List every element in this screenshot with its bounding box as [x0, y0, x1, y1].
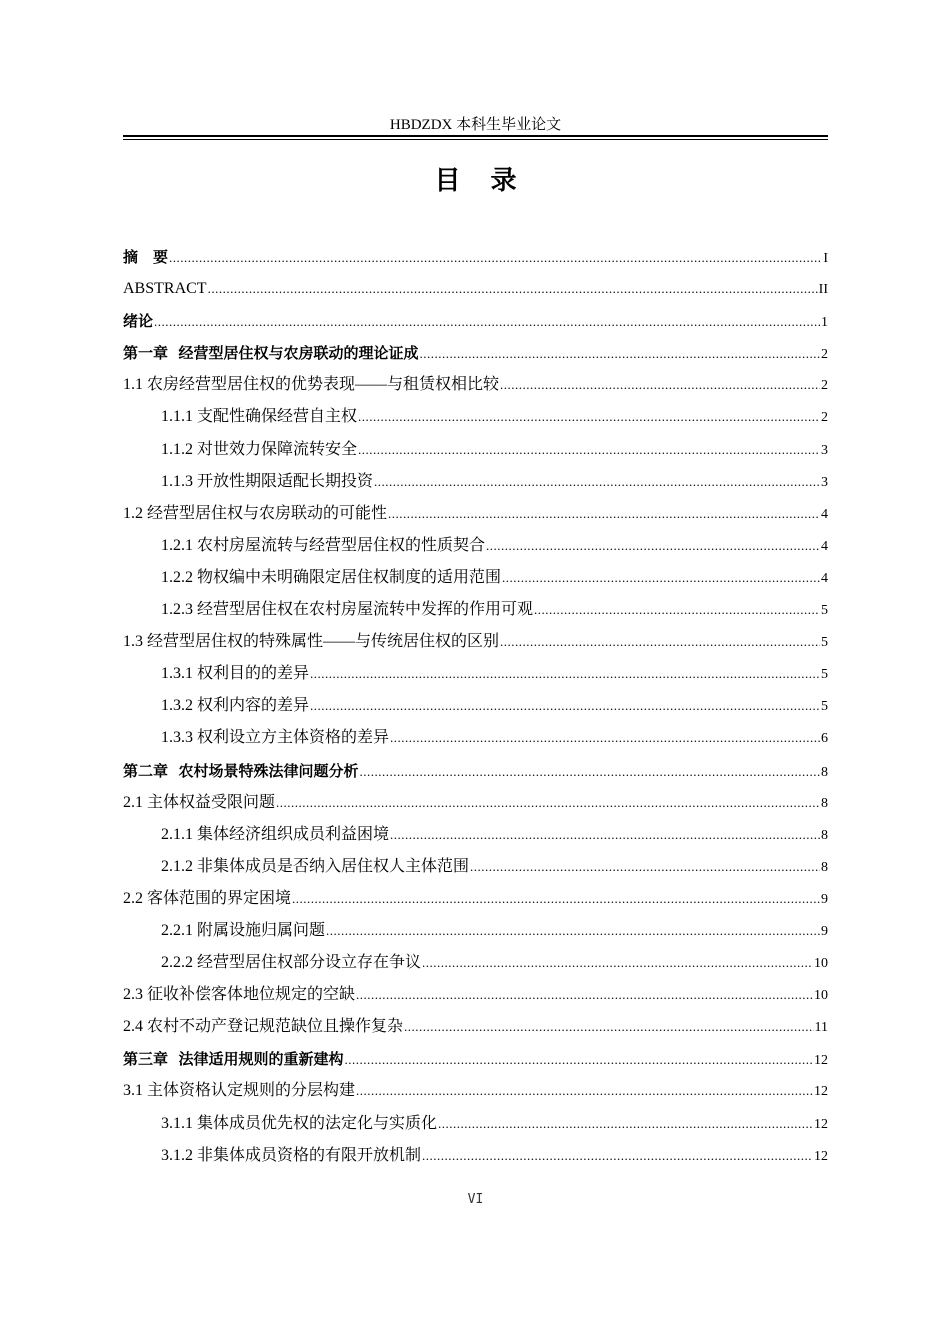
toc-entry-label: 第一章 经营型居住权与农房联动的理论证成 — [123, 344, 419, 363]
toc-leader-dots — [310, 690, 820, 722]
toc-entry[interactable] — [123, 947, 828, 979]
toc-entry[interactable] — [123, 1075, 828, 1107]
toc-entry[interactable] — [123, 787, 828, 819]
toc-leader-dots — [422, 947, 813, 979]
toc-entry-label: ABSTRACT — [123, 280, 207, 298]
toc-entry[interactable] — [123, 562, 828, 594]
table-of-contents — [123, 241, 828, 1172]
toc-entry-label: 3.1 主体资格认定规则的分层构建 — [123, 1082, 356, 1100]
toc-leader-dots — [356, 1075, 813, 1107]
toc-entry[interactable] — [123, 273, 828, 305]
toc-entry-label: 1.3.2 权利内容的差异 — [161, 697, 310, 715]
toc-entry-page: II — [818, 282, 828, 298]
toc-entry-label: 2.1.2 非集体成员是否纳入居住权人主体范围 — [161, 857, 470, 875]
toc-entry[interactable] — [123, 722, 828, 754]
toc-leader-dots — [404, 1011, 814, 1043]
toc-entry[interactable] — [123, 337, 828, 369]
toc-entry-page: 2 — [821, 410, 828, 426]
toc-entry-label: 1.3 经营型居住权的特殊属性——与传统居住权的区别 — [123, 633, 500, 651]
toc-entry[interactable] — [123, 401, 828, 433]
toc-entry[interactable] — [123, 626, 828, 658]
toc-entry-page: 8 — [821, 827, 828, 843]
toc-entry-page: 5 — [821, 667, 828, 683]
toc-entry-page: 6 — [821, 731, 828, 747]
toc-entry-page: 8 — [821, 764, 828, 780]
toc-entry-page: 4 — [821, 506, 828, 522]
toc-entry[interactable] — [123, 915, 828, 947]
toc-entry-label: 绪论 — [123, 312, 154, 331]
toc-entry-label: 1.3.1 权利目的的差异 — [161, 665, 310, 683]
toc-entry-page: 5 — [821, 635, 828, 651]
toc-leader-dots — [326, 915, 820, 947]
toc-leader-dots — [358, 401, 820, 433]
toc-leader-dots — [276, 787, 820, 819]
toc-entry-page: 11 — [814, 1020, 828, 1036]
toc-entry-label: 第三章 法律适用规则的重新建构 — [123, 1050, 344, 1069]
toc-entry-label: 2.1 主体权益受限问题 — [123, 793, 276, 811]
toc-entry-page: 10 — [814, 956, 828, 972]
toc-entry-page: 8 — [821, 859, 828, 875]
toc-entry-label: 1.2.2 物权编中未明确限定居住权制度的适用范围 — [161, 568, 502, 586]
toc-entry-page: 2 — [821, 378, 828, 394]
toc-entry-label: 2.2.2 经营型居住权部分设立存在争议 — [161, 954, 422, 972]
toc-entry-page: 12 — [814, 1053, 828, 1069]
toc-leader-dots — [388, 498, 820, 530]
header-rule-thin — [123, 139, 828, 140]
toc-leader-dots — [356, 979, 813, 1011]
toc-entry[interactable] — [123, 466, 828, 498]
toc-entry[interactable] — [123, 241, 828, 273]
toc-leader-dots — [344, 1044, 813, 1076]
toc-entry-page: 1 — [821, 315, 828, 331]
page-title: 目录 — [434, 166, 547, 196]
toc-entry-label: 1.1.1 支配性确保经营自主权 — [161, 408, 358, 426]
toc-entry-page: 12 — [814, 1116, 828, 1132]
toc-entry[interactable] — [123, 498, 828, 530]
toc-entry[interactable] — [123, 690, 828, 722]
toc-leader-dots — [419, 338, 820, 370]
toc-entry[interactable] — [123, 305, 828, 337]
toc-entry-label: 2.4 农村不动产登记规范缺位且操作复杂 — [123, 1018, 404, 1036]
toc-entry-page: 5 — [821, 699, 828, 715]
toc-entry-label: 2.1.1 集体经济组织成员利益困境 — [161, 825, 390, 843]
toc-entry[interactable] — [123, 530, 828, 562]
toc-entry-label: 3.1.1 集体成员优先权的法定化与实质化 — [161, 1114, 438, 1132]
toc-leader-dots — [486, 530, 820, 562]
toc-leader-dots — [500, 369, 820, 401]
toc-entry-label: 1.2.1 农村房屋流转与经营型居住权的性质契合 — [161, 536, 486, 554]
toc-entry-page: 12 — [814, 1084, 828, 1100]
toc-leader-dots — [390, 722, 820, 754]
toc-leader-dots — [310, 658, 820, 690]
toc-entry-label: 1.1.3 开放性期限适配长期投资 — [161, 472, 374, 490]
toc-entry[interactable] — [123, 883, 828, 915]
toc-entry-label: 1.1 农房经营型居住权的优势表现——与租赁权相比较 — [123, 376, 500, 394]
toc-entry-page: 2 — [821, 347, 828, 363]
toc-leader-dots — [154, 306, 820, 338]
page-number: VI — [467, 1192, 484, 1207]
toc-entry-label: 1.2.3 经营型居住权在农村房屋流转中发挥的作用可观 — [161, 601, 534, 619]
toc-entry-label: 摘 要 — [123, 248, 169, 266]
toc-leader-dots — [169, 242, 822, 274]
toc-leader-dots — [534, 594, 820, 626]
toc-entry-page: 10 — [814, 988, 828, 1004]
toc-leader-dots — [422, 1140, 813, 1172]
toc-leader-dots — [208, 273, 818, 305]
toc-entry-page: 5 — [821, 603, 828, 619]
toc-entry-label: 1.1.2 对世效力保障流转安全 — [161, 440, 358, 458]
toc-entry-label: 2.3 征收补偿客体地位规定的空缺 — [123, 986, 356, 1004]
toc-entry-page: 9 — [821, 891, 828, 907]
toc-entry-label: 1.3.3 权利设立方主体资格的差异 — [161, 729, 390, 747]
toc-leader-dots — [390, 819, 820, 851]
toc-entry-page: 12 — [814, 1148, 828, 1164]
toc-leader-dots — [438, 1108, 813, 1140]
toc-entry-label: 第二章 农村场景特殊法律问题分析 — [123, 761, 359, 780]
toc-entry-page: 8 — [821, 795, 828, 811]
toc-leader-dots — [292, 883, 820, 915]
toc-entry[interactable] — [123, 594, 828, 626]
toc-entry[interactable] — [123, 658, 828, 690]
header-rule-thick — [123, 135, 828, 137]
toc-entry-label: 2.2.1 附属设施归属问题 — [161, 921, 326, 939]
toc-entry-page: 4 — [821, 570, 828, 586]
toc-leader-dots — [359, 756, 820, 788]
toc-entry[interactable] — [123, 851, 828, 883]
toc-entry-label: 1.2 经营型居住权与农房联动的可能性 — [123, 504, 388, 522]
toc-entry[interactable] — [123, 434, 828, 466]
toc-entry-page: 3 — [821, 442, 828, 458]
toc-entry[interactable] — [123, 755, 828, 787]
toc-entry[interactable] — [123, 1011, 828, 1043]
toc-entry[interactable] — [123, 979, 828, 1011]
toc-leader-dots — [358, 434, 820, 466]
toc-entry-page: 4 — [821, 538, 828, 554]
toc-entry-label: 3.1.2 非集体成员资格的有限开放机制 — [161, 1146, 422, 1164]
toc-leader-dots — [500, 626, 820, 658]
toc-entry[interactable] — [123, 819, 828, 851]
toc-entry[interactable] — [123, 369, 828, 401]
toc-entry-label: 2.2 客体范围的界定困境 — [123, 889, 292, 907]
toc-entry-page: 9 — [821, 923, 828, 939]
toc-leader-dots — [374, 466, 820, 498]
toc-entry[interactable] — [123, 1108, 828, 1140]
toc-entry-page: I — [823, 251, 828, 266]
toc-entry[interactable] — [123, 1140, 828, 1172]
toc-leader-dots — [470, 851, 820, 883]
toc-entry[interactable] — [123, 1043, 828, 1075]
toc-entry-page: 3 — [821, 474, 828, 490]
toc-leader-dots — [502, 562, 820, 594]
running-header: HBDZDX 本科生毕业论文 — [389, 117, 562, 133]
